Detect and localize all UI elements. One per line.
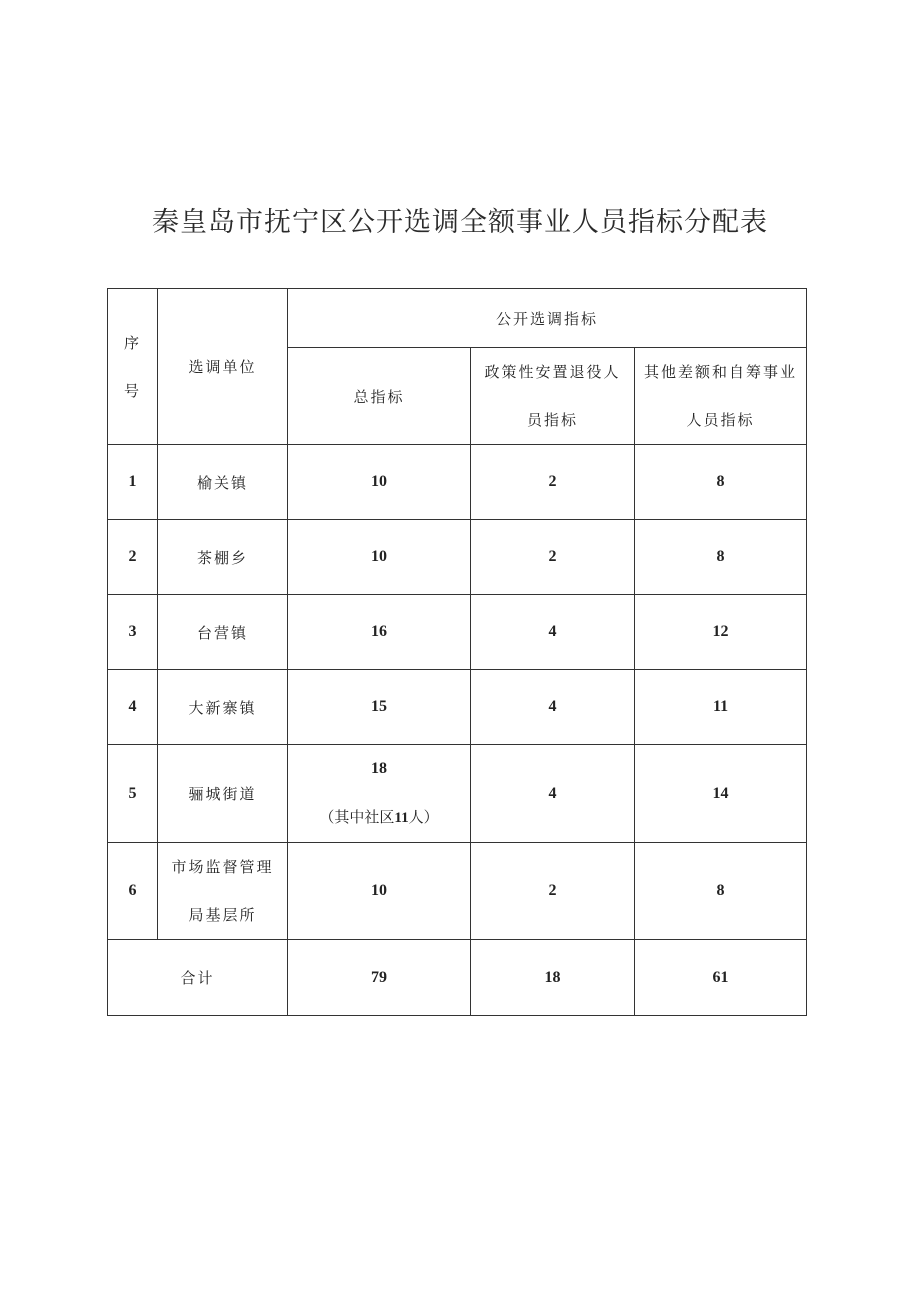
row-total: 10 [288,520,471,595]
row-other: 8 [635,445,807,520]
total-other: 61 [635,940,807,1016]
row-unit: 台营镇 [158,595,288,670]
row-unit-line2: 局基层所 [188,906,257,924]
row-policy: 2 [471,445,635,520]
row-policy: 4 [471,670,635,745]
row-total: 16 [288,595,471,670]
table-row [108,595,807,670]
row-unit: 大新寨镇 [158,670,288,745]
row-seq: 3 [108,595,158,670]
row-total: 10 [288,445,471,520]
row-policy: 4 [471,745,635,843]
row-unit: 榆关镇 [158,445,288,520]
row-seq: 2 [108,520,158,595]
header-seq-line2: 号 [123,381,141,400]
total-total: 79 [288,940,471,1016]
row-unit: 茶棚乡 [158,520,288,595]
total-policy: 18 [471,940,635,1016]
header-policy-line2: 员指标 [526,411,578,429]
header-seq-line1: 序 [123,333,141,352]
row-other: 14 [635,745,807,843]
row-other: 12 [635,595,807,670]
row-total: 15 [288,670,471,745]
row-seq: 1 [108,445,158,520]
header-other-line2: 人员指标 [686,411,755,429]
quota-table [107,288,807,1016]
row-seq: 5 [108,745,158,843]
row-total [288,745,471,843]
table-row [108,745,807,843]
header-unit: 选调单位 [158,289,288,445]
row-total-note-pre: （其中社区 [319,808,395,826]
header-total: 总指标 [288,348,471,445]
row-total-note-post: 人） [408,808,439,826]
row-policy: 2 [471,843,635,940]
row-total-value: 18 [371,760,387,777]
header-seq [108,289,158,445]
header-other [635,348,807,445]
table-row [108,520,807,595]
row-policy: 2 [471,520,635,595]
table-row [108,843,807,940]
header-policy-line1: 政策性安置退役人 [484,363,621,381]
page-title: 秦皇岛市抚宁区公开选调全额事业人员指标分配表 [152,207,768,238]
row-other: 8 [635,843,807,940]
row-unit-line1: 市场监督管理 [171,858,274,876]
row-unit [158,843,288,940]
row-seq: 6 [108,843,158,940]
table-row [108,445,807,520]
table-row [108,670,807,745]
header-group: 公开选调指标 [288,289,807,348]
header-policy [471,348,635,445]
row-unit: 骊城街道 [158,745,288,843]
total-row [108,940,807,1016]
row-total-note-num: 11 [394,810,409,826]
row-other: 11 [635,670,807,745]
row-other: 8 [635,520,807,595]
total-label: 合计 [108,940,288,1016]
row-total-note [288,793,470,842]
row-total: 10 [288,843,471,940]
row-seq: 4 [108,670,158,745]
row-policy: 4 [471,595,635,670]
header-other-line1: 其他差额和自筹事业 [644,363,798,381]
header-row-1 [108,289,807,348]
